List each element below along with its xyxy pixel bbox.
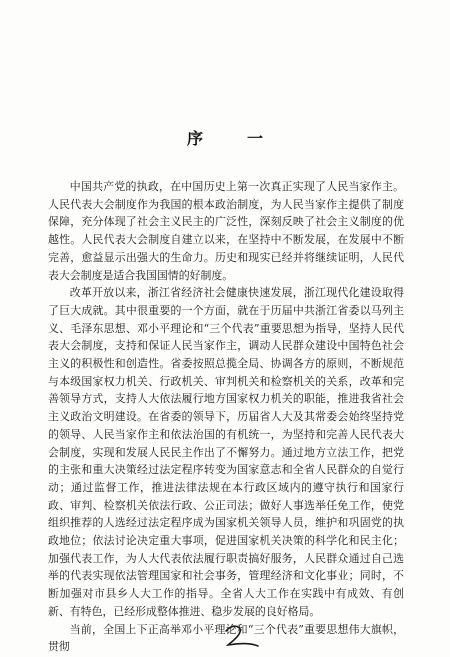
paragraph-3: 当前，全国上下正高举邓小平理论和“三个代表”重要思想伟大旗帜，贯彻 bbox=[48, 622, 404, 654]
paragraph-2: 改革开放以来，浙江省经济社会健康快速发展，浙江现代化建设取得了巨大成就。其中很重要的一个方面，就在于历届中共浙江省委以马列主义、毛泽东思想、邓小平理论和“三个代表”重要思想为指导，坚持人民代表大会制度，支持和保证人民当家作主，调动人民群众建设中国特色社会主义的积极性和创造性。省委按照总揽全局、协调各方的原则，不断规范与本级国家权力机关、行政机关、审判机关和检察机关的关系，改革和完善领导方式，支持人大依法履行地方国家权力机关的职能，推进我省社会主义政治文明建设。在省委的领导下，历届省人大及其常委会始终坚持党的领导、人民当家作主和依法治国的有机统一，为坚持和完善人民代表大会制度，实现和发展人民民主作出了不懈努力。通过地方立法工作，把党的主张和重大决策经过法定程序转变为国家意志和全省人民群众的自觉行动；通过监督工作，推进法律法规在本行政区域内的遵守执行和国家行政、审判、检察机关依法行政、公正司法；做好人事选举任免工作，使党组织推荐的人选经过法定程序成为国家机关领导人员，维护和巩固党的执政地位；依法讨论决定重大事项，促进国家机关决策的科学化和民主化；加强代表工作，为人大代表依法履行职责搞好服务，人民群众通过自己选举的代表实现依法管理国家和社会事务，管理经济和文化事业；同时，不断加强对市县乡人大工作的指导。全省人大工作在实践中有成效、有创新、有特色，已经形成整体推进、稳步发展的良好格局。 bbox=[48, 286, 404, 618]
page-number-mark bbox=[222, 622, 262, 650]
paragraph-1: 中国共产党的执政，在中国历史上第一次真正实现了人民当家作主。人民代表大会制度作为我国的根本政治制度，为人民当家作主提供了制度保障，充分体现了社会主义民主的广泛性，深刻反映了社会主义制度的优越性。人民代表大会制度自建立以来，在坚持中不断发展，在发展中不断完善，愈益显示出强大的生命力。历史和现实已经并将继续证明，人民代表大会制度是适合我国国情的好制度。 bbox=[48, 180, 404, 282]
title-char-right: 一 bbox=[247, 129, 264, 148]
body-text bbox=[48, 178, 404, 656]
title-char-left: 序 bbox=[186, 129, 203, 148]
page-title bbox=[0, 126, 450, 149]
